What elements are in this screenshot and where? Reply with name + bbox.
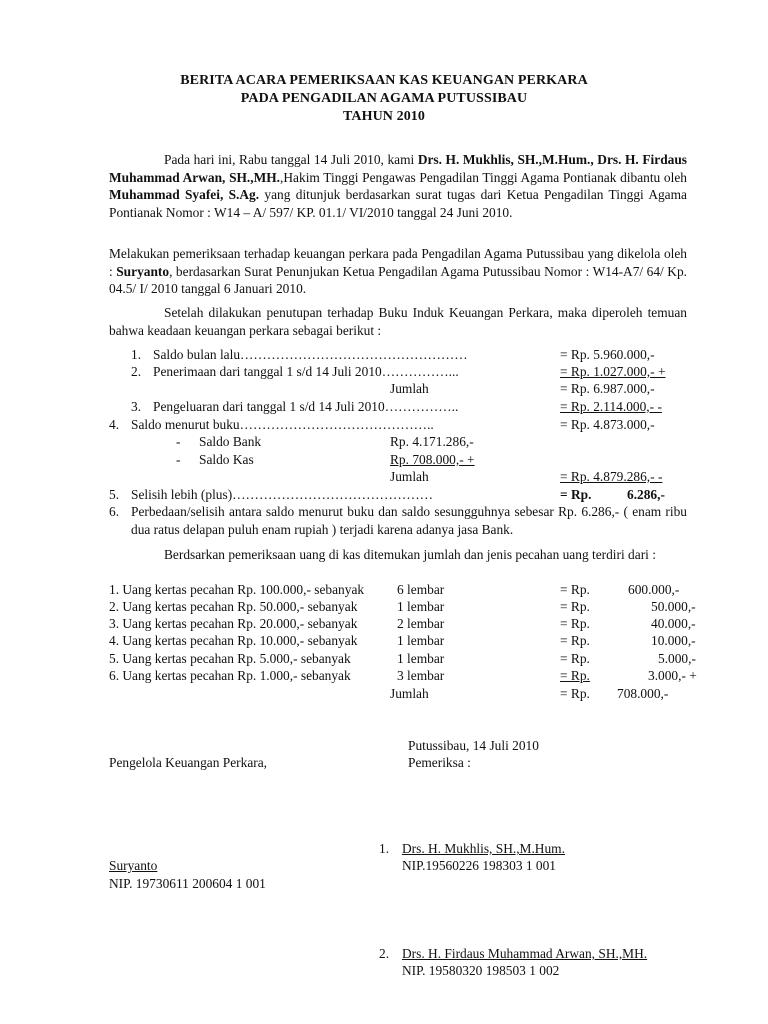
saldo-bank-label: Saldo Bank — [199, 434, 262, 449]
jumlah2-label: Jumlah — [390, 469, 429, 484]
item5-number: 5. — [109, 487, 120, 502]
saldo-kas-value: Rp. 708.000,- + — [390, 452, 475, 467]
doc-title-line3: TAHUN 2010 — [342, 109, 426, 124]
item5-value-rp: = Rp. — [560, 487, 592, 502]
place-date: Putussibau, 14 Juli 2010 — [408, 738, 539, 753]
denomination-count: 1 lembar — [397, 633, 445, 648]
signer2-number: 2. — [379, 946, 390, 961]
manager-sign-name: Suryanto — [109, 858, 158, 873]
denomination-count: 1 lembar — [397, 599, 445, 614]
examiner-role: Pemeriksa : — [408, 755, 471, 770]
intro-text-2: ,Hakim Tinggi Pengawas Pengadilan Tinggi Agama Pontianak dibantu oleh — [280, 169, 687, 185]
denomination-amount: 5.000,- — [658, 651, 696, 666]
doc-title-line2: PADA PENGADILAN AGAMA PUTUSSIBAU — [240, 91, 528, 106]
denomination-count: 3 lembar — [397, 668, 445, 683]
denomination-total-rp: = Rp. — [560, 686, 590, 701]
denomination-rp: = Rp. — [560, 633, 590, 648]
manager-name: Suryanto — [116, 263, 170, 279]
signer2-nip: NIP. 19580320 198503 1 002 — [402, 963, 560, 978]
denomination-amount: 600.000,- — [628, 582, 680, 597]
item4-number: 4. — [109, 417, 120, 432]
jumlah2-value: = Rp. 4.879.286,- - — [560, 469, 663, 484]
item3-label: Pengeluaran dari tanggal 1 s/d 14 Juli 2010…………….. — [153, 399, 459, 414]
denomination-amount: 40.000,- — [651, 616, 696, 631]
denomination-count: 1 lembar — [397, 651, 445, 666]
denomination-total-label: Jumlah — [390, 686, 429, 701]
item4-value: = Rp. 4.873.000,- — [560, 417, 655, 432]
saldo-kas-dash: - — [176, 452, 181, 467]
saldo-bank-dash: - — [176, 434, 181, 449]
intro-text-1: Pada hari ini, Rabu tanggal 14 Juli 2010, kami — [164, 152, 418, 167]
item1-number: 1. — [131, 347, 142, 362]
item3-value: = Rp. 2.114.000,- - — [560, 399, 662, 414]
denomination-rp: = Rp. — [560, 582, 590, 597]
denomination-amount: 3.000,- + — [648, 668, 697, 683]
item2-value: = Rp. 1.027.000,- + — [560, 364, 666, 379]
denomination-desc: 1. Uang kertas pecahan Rp. 100.000,- sebanyak — [109, 582, 365, 597]
denomination-desc: 2. Uang kertas pecahan Rp. 50.000,- sebanyak — [109, 599, 358, 614]
denomination-desc: 5. Uang kertas pecahan Rp. 5.000,- sebanyak — [109, 651, 351, 666]
intro-text-3: yang ditunjuk berdasarkan surat tugas dari Ketua Pengadilan Tinggi Agama Pontianak Nomor : W14 – A/ 597/ KP. 01.1/ VI/2010 tanggal 24 Juni 2010. — [109, 187, 687, 220]
signer2-name: Drs. H. Firdaus Muhammad Arwan, SH.,MH. — [402, 946, 648, 961]
denomination-desc: 4. Uang kertas pecahan Rp. 10.000,- sebanyak — [109, 633, 358, 648]
examiner-names: Drs. H. Mukhlis, SH.,M.Hum., Drs. H. Firdaus Muhammad Arwan, SH.,MH. — [109, 152, 688, 185]
denomination-desc: 3. Uang kertas pecahan Rp. 20.000,- sebanyak — [109, 616, 358, 631]
assistant-name: Muhammad Syafei, S.Ag. — [109, 187, 260, 202]
denomination-total-amount: 708.000,- — [617, 686, 669, 701]
signer1-name: Drs. H. Mukhlis, SH.,M.Hum. — [402, 841, 565, 856]
denomination-rp: = Rp. — [560, 616, 590, 631]
item6-text: Perbedaan/selisih antara saldo menurut buku dan saldo sesungguhnya sebesar Rp. 6.286,- ( enam ribu dua ratus delapan puluh enam rupiah ) terjadi karena adanya jasa Bank. — [131, 504, 687, 537]
manager-role: Pengelola Keuangan Perkara, — [109, 755, 268, 770]
denomination-rp: = Rp. — [560, 651, 590, 666]
intro-paragraph — [109, 151, 687, 221]
denomination-count: 6 lembar — [397, 582, 445, 597]
denomination-rp: = Rp. — [560, 668, 590, 683]
item1-value: = Rp. 5.960.000,- — [560, 347, 655, 362]
signer1-nip: NIP.19560226 198303 1 001 — [402, 858, 556, 873]
manager-sign-nip: NIP. 19730611 200604 1 001 — [109, 876, 266, 891]
item2-label: Penerimaan dari tanggal 1 s/d 14 Juli 2010……………... — [153, 364, 459, 379]
jumlah1-value: = Rp. 6.987.000,- — [560, 381, 655, 396]
denomination-count: 2 lembar — [397, 616, 445, 631]
item6-number: 6. — [109, 504, 120, 519]
denomination-intro: Berdsarkan pemeriksaan uang di kas ditemukan jumlah dan jenis pecahan uang terdiri dari : — [164, 547, 656, 562]
saldo-bank-value: Rp. 4.171.286,- — [390, 434, 474, 449]
findings-intro: Setelah dilakukan penutupan terhadap Buku Induk Keuangan Perkara, maka diperoleh temuan bahwa keadaan keuangan perkara sebagai berikut : — [109, 305, 687, 338]
item5-value-amount: 6.286,- — [627, 487, 665, 502]
manager-paragraph — [109, 245, 687, 298]
para2-text-1: Melakukan pemeriksaan terhadap keuangan perkara pada Pengadilan Agama Putussibau yang dikelola oleh : — [109, 246, 687, 279]
jumlah1-label: Jumlah — [390, 381, 429, 396]
item2-number: 2. — [131, 364, 142, 379]
para2-text-2: , berdasarkan Surat Penunjukan Ketua Pengadilan Agama Putussibau Nomor : W14-A7/ 64/ Kp. 04.5/ I/ 2010 tanggal 6 Januari 2010. — [109, 263, 687, 296]
denomination-rp: = Rp. — [560, 599, 590, 614]
denomination-amount: 10.000,- — [651, 633, 696, 648]
item4-label: Saldo menurut buku…………………………………….. — [131, 417, 434, 432]
saldo-kas-label: Saldo Kas — [199, 452, 254, 467]
denomination-amount: 50.000,- — [651, 599, 696, 614]
item5-label: Selisih lebih (plus)……………………………………… — [131, 487, 434, 502]
item3-number: 3. — [131, 399, 142, 414]
signer1-number: 1. — [379, 841, 390, 856]
denomination-desc: 6. Uang kertas pecahan Rp. 1.000,- sebanyak — [109, 668, 351, 683]
item1-label: Saldo bulan lalu…………………………………………… — [153, 347, 468, 362]
doc-title-line1: BERITA ACARA PEMERIKSAAN KAS KEUANGAN PERKARA — [180, 73, 588, 88]
